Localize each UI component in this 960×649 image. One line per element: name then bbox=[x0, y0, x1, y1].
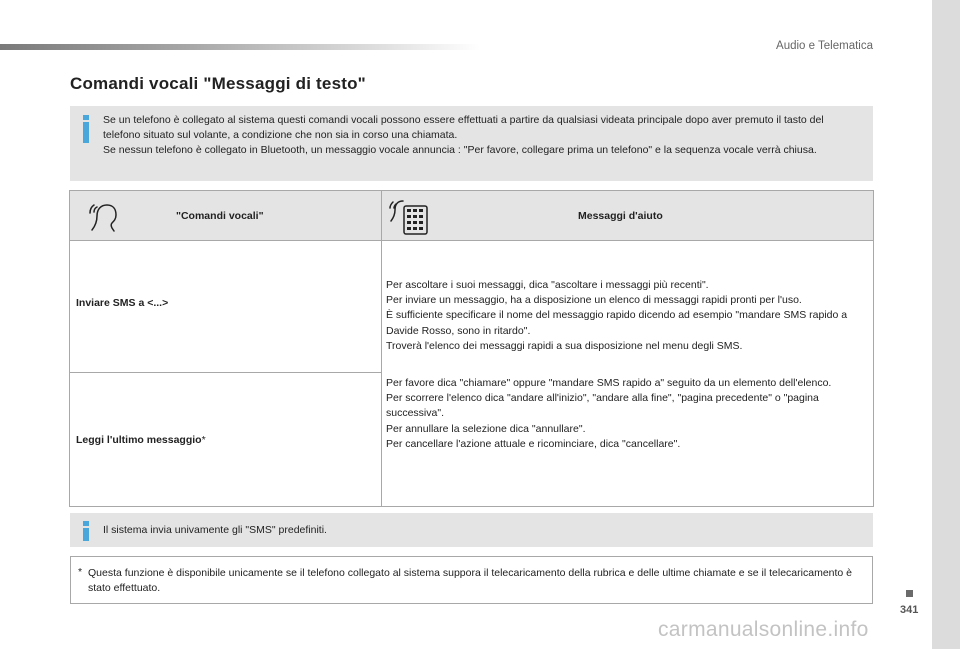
help-line: È sufficiente specificare il nome del messaggio rapido dicendo ad esempio "mandare SMS rapido a Davide Rosso, sono in ritardo". bbox=[386, 309, 848, 337]
help-line: Per inviare un messaggio, ha a disposizione un elenco di messaggi rapidi pronti per l'uso. bbox=[386, 294, 802, 307]
help-line: Per ascoltare i suoi messaggi, dica "ascoltare i messaggi più recenti". bbox=[386, 279, 709, 291]
footnote-marker: * bbox=[78, 566, 83, 578]
watermark: carmanualsonline.info bbox=[658, 618, 869, 641]
help-line: Per scorrere l'elenco dica "andare all'inizio", "andare alla fine", "pagina precedente" o "pagina successiva". bbox=[386, 392, 819, 420]
help-line: Per annullare la selezione dica "annullare". bbox=[386, 422, 586, 435]
info-text-top bbox=[103, 113, 863, 159]
section-name: Audio e Telematica bbox=[776, 40, 873, 52]
command-cell bbox=[70, 241, 382, 373]
command-label: Inviare SMS a <...> bbox=[76, 297, 169, 309]
footnote-marker: * bbox=[201, 434, 206, 446]
page-marker bbox=[906, 590, 913, 597]
help-cell bbox=[382, 241, 873, 506]
info-box-top bbox=[70, 106, 873, 181]
voice-help-grid-icon bbox=[388, 197, 430, 242]
info-paragraph: Se un telefono è collegato al sistema questi comandi vocali possono essere effettuati a partire da qualsiasi videata principale dopo aver premuto il tasto del telefono situato sul volante, a condizione che non sia in corso una chiamata. bbox=[103, 114, 824, 142]
header-cell-help bbox=[382, 191, 873, 241]
info-icon bbox=[82, 115, 90, 143]
info-paragraph: Se nessun telefono è collegato in Bluetooth, un messaggio vocale annuncia : "Per favore, collegare prima un telefono" e la sequenza vocale verrà chiusa. bbox=[103, 144, 817, 157]
header-help-label: Messaggi d'aiuto bbox=[578, 210, 663, 222]
help-block bbox=[386, 376, 870, 452]
help-line: Per favore dica "chiamare" oppure "mandare SMS rapido a" seguito da un elemento dell'elenco. bbox=[386, 377, 832, 389]
help-block bbox=[386, 278, 870, 354]
footnote-text: Questa funzione è disponibile unicamente se il telefono collegato al sistema suppora il telecaricamento della rubrica e delle ultime chiamate e se il telecaricamento è stato effettuato. bbox=[88, 567, 853, 594]
voice-command-icon bbox=[86, 197, 122, 240]
footnote-box bbox=[70, 556, 873, 604]
voice-commands-table bbox=[69, 190, 874, 507]
command-cell bbox=[70, 373, 382, 506]
header-commands-label: "Comandi vocali" bbox=[176, 210, 264, 222]
page-edge-strip bbox=[932, 0, 960, 649]
help-line: Per cancellare l'azione attuale e ricominciare, dica "cancellare". bbox=[386, 437, 681, 450]
info-box-bottom bbox=[70, 513, 873, 547]
info-icon bbox=[82, 521, 90, 541]
command-label: Leggi l'ultimo messaggio* bbox=[76, 434, 206, 446]
info-text-bottom: Il sistema invia univamente gli "SMS" predefiniti. bbox=[103, 524, 327, 536]
help-line: Troverà l'elenco dei messaggi rapidi a sua disposizione nel menu degli SMS. bbox=[386, 339, 743, 352]
header-decorative-bar bbox=[0, 44, 480, 50]
header-cell-commands bbox=[70, 191, 382, 241]
page-title: Comandi vocali "Messaggi di testo" bbox=[70, 74, 366, 93]
page-number: 341 bbox=[900, 604, 919, 616]
